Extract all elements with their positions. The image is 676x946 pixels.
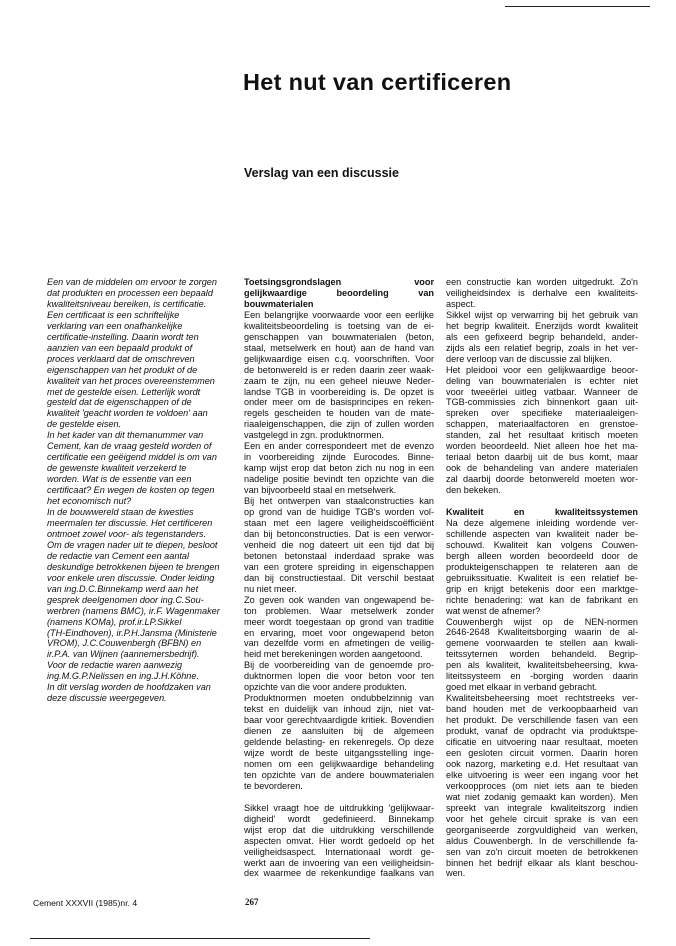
text-line: VROM), J.C.Couwenbergh (BFBN) en — [47, 638, 202, 649]
text-line: wat niet zodanig gemaakt kan worden). Men — [446, 791, 638, 802]
text-line: standen, zal het resultaat kritisch moeten — [446, 430, 638, 441]
text-line: gesteld dat de eigenschappen of de — [47, 397, 192, 408]
text-line: wijst erop dat die uitdrukking verschillende — [244, 824, 434, 835]
text-line: Voor de redactie waren aanwezig — [47, 660, 183, 671]
text-line: te bevorderen. — [244, 780, 303, 791]
text-line: Produktnormen moeten ondubbelzinnig van — [244, 693, 434, 704]
text-line: eigenschappen van het produkt of de — [47, 364, 198, 375]
text-line: sen van zo'n circuit moeten de betrokkenen — [446, 846, 638, 857]
text-line: kwaliteit van het proces overeenstemmen — [47, 375, 215, 386]
text-line: een constructie kan worden uitgedrukt. Zo'n — [446, 277, 638, 287]
text-line: genschappen van bouwmaterialen (beton, — [244, 331, 434, 342]
text-line: meermalen ter discussie. Het certificeren — [47, 517, 213, 528]
spacer — [244, 792, 434, 803]
text-line: Cement, kan de vraag gesteld worden of — [47, 441, 212, 452]
article-subtitle: Verslag van een discussie — [244, 166, 399, 180]
text-line: dat produkten en processen een bepaald — [47, 287, 213, 298]
section-heading-kwaliteit: Kwaliteit en kwaliteitssystemen — [446, 507, 638, 517]
text-line: kwaliteitsniveau bereiken, is certificatie. — [47, 298, 207, 309]
text-line: goed met elkaar in verband gebracht. — [446, 682, 598, 693]
article-title: Het nut van certificeren — [243, 69, 512, 95]
text-line: certificatie-instelling. Daarin wordt ten — [47, 331, 199, 342]
text-line: Een belangrijke voorwaarde voor een eerlijke — [244, 309, 434, 320]
text-line: dan bij betonconstructies. Dat is een verwor- — [244, 528, 434, 539]
text-line: in voorbereiding zijnde Eurocodes. Binne- — [244, 452, 434, 463]
text-line: produkteigenschappen te relateren aan de — [446, 561, 638, 572]
text-line: Een van de middelen om ervoor te zorgen — [47, 277, 217, 287]
text-line: staan met een lagere veiligheidscoëfficiënt — [244, 517, 434, 528]
text-line: van dezelfde vorm en afmetingen de veilig- — [244, 638, 434, 649]
text-line: grip en krijgt betekenis door een marktge- — [446, 583, 638, 594]
text-line: dienen ze aansluiten bij de algemeen — [244, 726, 434, 737]
text-line: schouwd. Kwaliteit kan volgens Couwen- — [446, 539, 638, 550]
text-line: voor tweeërlei uitleg vatbaar. Wanneer de — [446, 386, 638, 397]
text-line: spreekt van integrale kwaliteitszorg indien — [446, 802, 638, 813]
text-line: van bijvoorbeeld staal en metselwerk. — [244, 485, 397, 496]
text-line: het produkt. De verschillende fasen van een — [446, 715, 638, 726]
text-line: bergh alleen worden beoordeeld door de — [446, 550, 638, 561]
text-line: een gesloten circuit vormen. Daarin horen — [446, 747, 638, 758]
text-line: pen als kwaliteit, kwaliteitsbeheersing, kwa- — [446, 660, 638, 671]
text-line: opzichte van die voor andere produkten. — [244, 682, 407, 693]
text-line: voor het gehele circuit sprake is van een — [446, 813, 638, 824]
text-line: van een grotere spreiding in eigenschappen — [244, 561, 434, 572]
text-line: geldende belasting- en rekenregels. Op deze — [244, 737, 434, 748]
text-line: kwaliteitsbeoordeling is toetsing van de ei- — [244, 320, 434, 331]
text-line: baar voor gerechtvaardigde kritiek. Bovendien — [244, 715, 434, 726]
text-line: zaam te zijn, nu een geheel nieuwe Neder- — [244, 375, 434, 386]
text-line: aldus Couwenbergh. In de verschillende fa- — [446, 835, 638, 846]
text-line: worden beoordeeld. Niet alleen hoe het ma- — [446, 441, 638, 452]
text-line: binnen het bedrijf elkaar als klant beschou- — [446, 857, 638, 868]
text-line: Couwenbergh wijst op de NEN-normen — [446, 616, 638, 627]
text-line: ton problemen. Waar metselwerk zonder — [244, 605, 434, 616]
text-line: deze discussie weergegeven. — [47, 693, 167, 704]
text-line: betonen betonstaal inderdaad sprake was — [244, 550, 434, 561]
text-line: gesprek deelgenomen door ing.C.Sou- — [47, 594, 204, 605]
text-line: georganiseerde zorgvuldigheid van werken, — [446, 824, 638, 835]
text-line: Bij de voorbereiding van de genoemde pro- — [244, 660, 434, 671]
text-line: ook de behandeling van andere materialen — [446, 463, 638, 474]
text-line: liteitssysteem en -borging worden daarin — [446, 671, 638, 682]
text-line: dan bij constructiestaal. Dit verschil bestaat — [244, 572, 434, 583]
column-3 — [446, 277, 638, 879]
text-line: veiligheidsindex is derhalve een kwaliteits- — [446, 287, 638, 298]
intro-column — [47, 277, 237, 704]
text-line: de gewenste kwaliteit verzekerd te — [47, 463, 187, 474]
text-line: Bij het ontwerpen van staalconstructies kan — [244, 496, 434, 507]
text-line: nu niet meer. — [244, 583, 297, 594]
column-3-body-bottom — [446, 518, 638, 879]
text-line: wat wenst de afnemer? — [446, 605, 541, 616]
text-line: de redactie van Cement een aantal — [47, 550, 190, 561]
text-line: op grond van de huidige TGB's worden vol- — [244, 507, 434, 518]
spacer — [446, 496, 638, 507]
text-line: certificatie een geëigend middel is om van — [47, 452, 217, 463]
text-line: zijds als een relatief begrip, zoals in het ver- — [446, 342, 638, 353]
text-line: Het pleidooi voor een gelijkwaardige beoor- — [446, 364, 638, 375]
text-line: vastgelegd in zgn. produktnormen. — [244, 430, 385, 441]
text-line: gemene voorwaarden te stellen aan kwali- — [446, 638, 638, 649]
text-line: Zo geven ook wanden van ongewapend be- — [244, 594, 434, 605]
text-line: van ing.D.C.Binnekamp werd aan het — [47, 583, 199, 594]
text-line: kwaliteit 'geacht worden te voldoen' aan — [47, 408, 208, 419]
text-line: ing.M.G.P.Nelissen en ing.J.H.Köhne. — [47, 671, 199, 682]
text-line: met de gestelde eisen. Letterlijk wordt — [47, 386, 201, 397]
text-line: zal daarbij doorde betonwereld moeten wor- — [446, 474, 638, 485]
text-line: en ervaring, moet voor ongewapend beton — [244, 627, 434, 638]
text-line: certificaat? En wegen de kosten op tegen — [47, 485, 215, 496]
text-line: gelijkwaardige beoordeling van — [244, 287, 434, 298]
text-line: venheid die nog dateert uit een tijd dat bij — [244, 539, 434, 550]
bottom-rule — [30, 938, 370, 939]
text-line: verklaring van een onafhankelijke — [47, 320, 183, 331]
text-line: riaaleigenschappen, die zijn of zullen worden — [244, 419, 434, 430]
text-line: ook nazorg, marketing e.d. Het resultaat van — [446, 758, 638, 769]
text-line: Een en ander correspondeert met de evenzo — [244, 441, 434, 452]
text-line: richte benadering: wat kan de fabrikant en — [446, 594, 638, 605]
text-line: band houden met de verkoopbaarheid van — [446, 704, 638, 715]
text-line: onder meer om de basisprincipes en reken- — [244, 397, 434, 408]
text-line: ir.P.A. van Wijnen (aannemersbedrijf). — [47, 649, 200, 660]
column-3-body-top — [446, 277, 638, 496]
text-line: meer wordt toegestaan op grond van traditie — [244, 616, 434, 627]
column-2-body — [244, 310, 434, 880]
text-line: de betonwereld is er reden daarin zeer waak- — [244, 364, 434, 375]
text-line: gebruikssituatie. Kwaliteit is een relatief be- — [446, 572, 638, 583]
text-line: In de bouwwereld staan de kwesties — [47, 507, 194, 518]
text-line: voor enkele uren discussie. Onder leiding — [47, 572, 215, 583]
text-line: teriaal beton daarbij uit de bus komt, maar — [446, 452, 638, 463]
journal-footer: Cement XXXVII (1985)nr. 4 — [33, 898, 138, 908]
text-line: worden. Wat is de essentie van een — [47, 474, 192, 485]
text-line: de gestelde eisen. — [47, 419, 122, 430]
text-line: als een gefixeerd begrip behandeld, ander- — [446, 331, 638, 342]
text-line: veiligheidsaspect. Internationaal wordt ge- — [244, 846, 434, 857]
text-line: bouwmaterialen — [244, 298, 314, 309]
text-line: landse TGB in voorbereiding is. De opzet is — [244, 386, 434, 397]
top-rule — [505, 6, 650, 7]
text-line: schillende aspecten van kwaliteit nader be- — [446, 528, 638, 539]
text-line: cificatie en uitvoering naar resultaat, moeten — [446, 737, 638, 748]
text-line: werkt aan de invoering van een veiligheidsin- — [244, 857, 434, 868]
text-line: teitssyternen worden behandeld. Begrip- — [446, 649, 638, 660]
text-line: Kwaliteitsbeheersing moet rechtstreeks ver- — [446, 693, 638, 704]
text-line: gelijkwaardige eisen c.q. voorschriften. Voor — [244, 353, 434, 364]
text-line: spreken over specifieke materiaaleigen- — [446, 408, 638, 419]
text-line: wijze wordt de beste uitgangsstelling inge- — [244, 747, 434, 758]
text-line: het economisch nut? — [47, 496, 132, 507]
text-line: schappen, materiaalfactoren en grenstoe- — [446, 419, 638, 430]
text-line: dex waarmee de rekenkundige faalkans van — [244, 868, 434, 879]
text-line: het begrip kwaliteit. Enerzijds wordt kwaliteit — [446, 320, 638, 331]
text-line: verkoopproces (om niet iets aan te bieden — [446, 780, 638, 791]
text-line: aspect. — [446, 298, 476, 309]
text-line: staal, metselwerk en hout) aan de hand van — [244, 342, 434, 353]
text-line: Om de vragen nader uit te diepen, besloot — [47, 539, 218, 550]
text-line: werbren (namens BMC), ir.F. Wagenmaker — [47, 605, 220, 616]
text-line: Toetsingsgrondslagen voor — [244, 277, 434, 287]
text-line: Na deze algemene inleiding wordende ver- — [446, 517, 638, 528]
text-line: proces verklaard dat de omschreven — [47, 353, 195, 364]
text-line: produkt, vanaf de opdracht via produktspe- — [446, 726, 638, 737]
text-line: deskundige betrokkenen bijeen te brengen — [47, 561, 220, 572]
text-line: heid met berekeningen worden aangetoond. — [244, 649, 423, 660]
text-line: tekst en duidelijk van inhoud zijn, niet vat- — [244, 704, 434, 715]
section-heading-toetsing — [244, 277, 434, 310]
text-line: dere verloop van de discussie zal blijken. — [446, 353, 612, 364]
column-2 — [244, 277, 434, 879]
text-line: wen. — [446, 868, 466, 879]
text-line: elke uitvoering is weer een ingang voor het — [446, 769, 638, 780]
text-line: aspecten omvat. Hier wordt gedoeld op het — [244, 835, 434, 846]
text-line: deling van bouwmaterialen is echter niet — [446, 375, 638, 386]
text-line: ten opzichte van de andere bouwmaterialen — [244, 769, 434, 780]
text-line: Sikkel vraagt hoe de uitdrukking 'gelijkwaar- — [244, 802, 434, 813]
text-line: digheid' wordt gedefinieerd. Binnekamp — [244, 813, 434, 824]
text-line: regels gescheiden te houden van de mate- — [244, 408, 434, 419]
text-line: (namens KOMa), prof.ir.LP.Sikkel — [47, 616, 182, 627]
text-line: In het kader van dit themanummer van — [47, 430, 204, 441]
text-line: nadelige positie bevindt ten opzichte van die — [244, 474, 434, 485]
text-line: kamp wijst erop dat beton zich nu nog in een — [244, 463, 434, 474]
text-line: Een certificaat is een schriftelijke — [47, 309, 180, 320]
text-line: aanzien van een bepaald produkt of — [47, 342, 193, 353]
page-number: 267 — [245, 897, 259, 907]
text-line: nomen om een gelijkwaardige behandeling — [244, 758, 434, 769]
text-line: den bekeken. — [446, 485, 501, 496]
text-line: TGB-commissies zich binnenkort gaan uit- — [446, 397, 638, 408]
text-line: ontmoet zowel voor- als tegenstanders. — [47, 528, 207, 539]
text-line: Sikkel wijst op verwarring bij het gebruik van — [446, 309, 638, 320]
text-line: (TH-Eindhoven), ir.P.H.Jansma (Ministerie — [47, 627, 217, 638]
text-line: duktnormen lopen die voor beton voor ten — [244, 671, 434, 682]
text-line: In dit verslag worden de hoofdzaken van — [47, 682, 211, 693]
text-line: 2646-2648 Kwaliteitsborging waarin de al- — [446, 627, 638, 638]
